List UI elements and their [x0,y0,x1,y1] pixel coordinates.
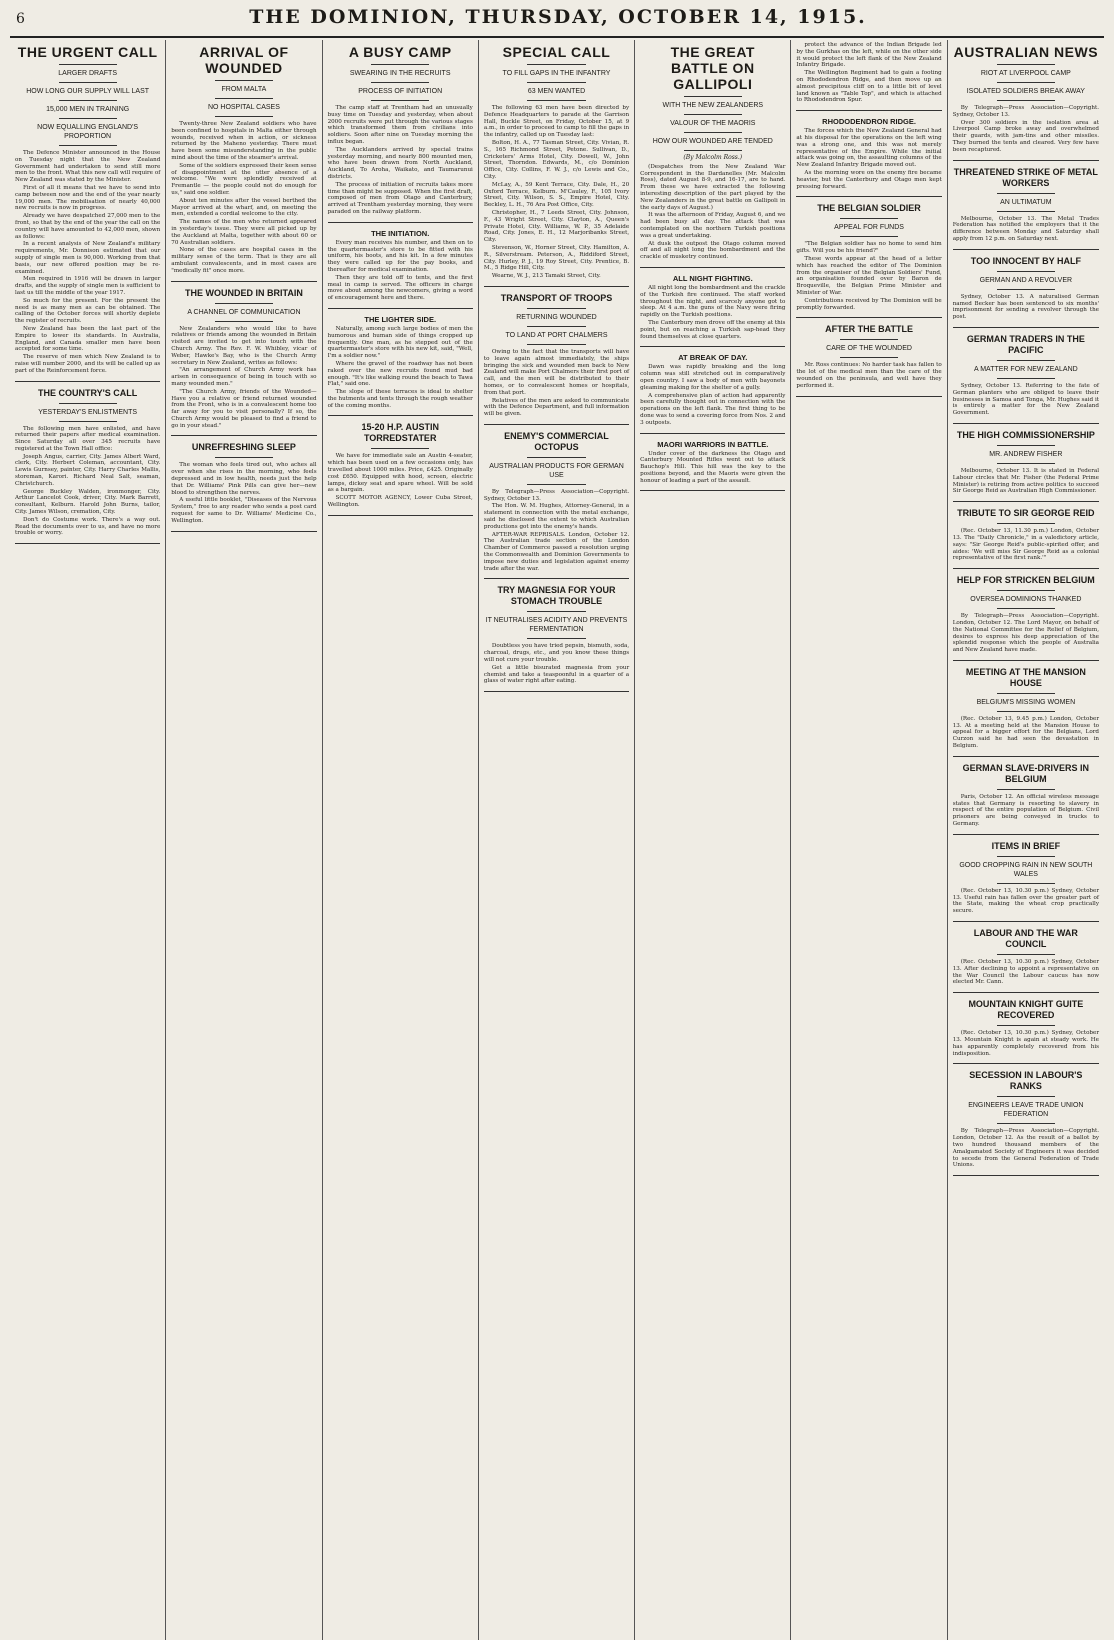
headline-rule [840,218,898,219]
headline: MOUNTAIN KNIGHT GUITE RECOVERED [968,999,1084,1021]
article-paragraph: Contributions received by The Dominion will be promptly forwarded. [796,297,942,311]
subheadline: GOOD CROPPING RAIN IN NEW SOUTH WALES [959,861,1093,878]
subheadline: GERMAN AND A REVOLVER [979,276,1073,284]
headline-rule [371,64,429,65]
section-divider [484,691,629,692]
subheadline-rule [371,100,429,101]
section-divider [328,515,473,516]
article-paragraph: The woman who feels tired out, who aches all over when she rises in the morning, who feels depressed and in low health, needs just the help that Dr. Williams' Pink Pills can give her—new blood to strengthen the nerves. [171,462,317,496]
section-divider [171,281,316,282]
subheadline: ENGINEERS LEAVE TRADE UNION FEDERATION [968,1102,1084,1119]
headline: ARRIVAL OF WOUNDED [199,44,289,76]
article-paragraph: (Despatches from the New Zealand War Correspondent in the Dardanelles (Mr. Malcolm Ross), dated August 8-9, and 16-17, are to hand. From these we have extracted the following interesting description of the part played by the New Zealanders in the great battle on Gallipoli in the early days of August.) [640,163,786,211]
article-paragraph: Doubtless you have tried pepsin, bismuth, soda, charcoal, drugs, etc., and you know these things will not cure your trouble. [483,643,630,664]
article-paragraph: The forces which the New Zealand General had at his disposal for the operations on the left wing was a strong one, and this was not merely representative of the Empire. While the initial attack was going on, the assaulting columns of the New Zealand Infantry Brigade moved out. [796,128,942,169]
headline-rule [997,590,1056,591]
columns [10,40,1104,1640]
article-paragraph: (Rec. October 13, 10.30 p.m.) Sydney, October 13. After declining to appoint a representative on the War Council the Labour caucus has now elected Mr. Cann. [952,959,1099,986]
headline-rule [997,445,1056,446]
article-paragraph: protect the advance of the Indian Brigade led by the Gurkhas on the left, while on the other side it would protect the left flank of the New Zealand Infantry Brigade. [796,42,942,69]
article-paragraph: (Rec. October 13, 9.45 p.m.) London, October 13. At a meeting held at the Mansion House to appeal for a bigger effort for the Belgians, Lord Curzon said he had seen the devastation in Belgium. [952,715,1099,750]
article-paragraph: New Zealanders who would like to have relatives or friends among the wounded in Britain visited are invited to get into touch with the Church Army. The Rev. F. W. Whibley, vicar of Weber, Hawke's Bay, who is the Church Army secretary in New Zealand, writes as follows: [171,325,317,366]
headline: GERMAN TRADERS IN THE PACIFIC [966,333,1085,355]
article-paragraph: The reserve of men which New Zealand is to raise will number 2000, and its will be called up as part of the Reinforcement force. [15,354,161,374]
headline: UNREFRESHING SLEEP [191,442,296,453]
subheadline-rule [527,326,585,327]
subheadline: AUSTRALIAN PRODUCTS FOR GERMAN USE [489,462,624,479]
headline-rule [527,308,585,309]
headline: SPECIAL CALL [502,44,611,60]
article-paragraph: The camp staff at Trentham had an unusually busy time on Tuesday and yesterday, when about 2000 recruits were put through the various stages which transformed them from civilians into soldiers. Soon after nine on Tuesday morning the influx began. [327,105,473,145]
subheadline-rule [59,421,117,422]
subheadline: HOW LONG OUR SUPPLY WILL LAST [26,88,150,95]
subheadline: THE INITIATION. [371,228,430,238]
article-paragraph: Melbourne, October 13. The Metal Trades Federation has notified the employers that it the difference between Monday and Saturday shall apply from 12 p.m. on Saturday next. [952,215,1099,242]
subheadline: VALOUR OF THE MAORIS [670,120,756,127]
subheadline-rule [527,344,585,345]
subheadline-rule [997,1123,1056,1124]
article-paragraph: The Canterbury men drove off the enemy at this point, but on reaching a Turkish sap-head they found themselves at close quarters. [640,319,786,340]
article-paragraph: Every man receives his number, and then on to the quartermaster's store to be fitted with his uniform, his boots, and his kit. In a few minutes they were called up for the pay books, and thereafter for medical examination. [327,239,473,273]
headline: MEETING AT THE MANSION HOUSE [965,666,1086,688]
section-divider [15,381,160,382]
section-divider [640,490,785,491]
headline-rule [840,339,898,340]
subheadline: LARGER DRAFTS [58,70,117,77]
headline: SECESSION IN LABOUR'S RANKS [969,1070,1083,1092]
article-paragraph: The slope of these terraces is ideal to shelter the hutments and tents through the rough weather of the coming months. [327,389,473,409]
subheadline: A CHANNEL OF COMMUNICATION [187,308,301,316]
section-divider [484,424,629,425]
section-divider [15,543,160,544]
section-divider [171,435,316,436]
subheadline: AT BREAK OF DAY. [678,353,748,363]
article-paragraph: SCOTT MOTOR AGENCY, Lower Cuba Street, Wellington. [327,495,473,509]
headline: LABOUR AND THE WAR COUNCIL [973,928,1078,950]
article-paragraph: By Telegraph—Press Association—Copyright. Sydney, October 13. [952,105,1099,118]
article-paragraph: It was the afternoon of Friday, August 6, and we had been busy all day. The attack that was contemplated on the northern Turkish positions was a great undertaking. [640,212,786,239]
article-paragraph: Paris, October 12. An official wireless message states that Germany is resorting to slavery in respect of the entire population of Belgium. Civil prisoners are being conveyed in trucks to Germany. [952,793,1099,828]
article-paragraph: New Zealand has been the last part of the Empire to lower its standards. In Australia, England, and Canada smaller men have been accepted for some time. [15,325,161,353]
section-divider [953,160,1099,161]
subheadline-rule [997,289,1056,290]
headline: 15-20 H.P. AUSTIN TORREDSTATER [361,422,439,444]
subheadline-rule [840,357,898,358]
article-paragraph: The names of the men who returned appeared in yesterday's issue. They were all picked up by the Auckland at Malta, together with about 60 or 70 Australian soldiers. [171,219,317,246]
headline-rule [215,457,273,458]
headline-rule [997,64,1056,65]
article-paragraph: McLay, A., 59 Kent Terrace, City. Dale, H., 20 Oxford Terrace, Kelburn. M'Cauley, F., 105 Ivory Street, City. Wilson, S. S., Empire Hotel, City. Beckley, L. H., 76 Ara Post Office, City. [483,181,630,209]
subheadline-rule [527,100,585,101]
subheadline: CARE OF THE WOUNDED [826,345,912,353]
article-paragraph: Then they are told off to tents, and the first meal in camp is served. The officers in charge move about among the newcomers, giving a word of encouragement here and there. [327,274,473,302]
headline: ENEMY'S COMMERCIAL OCTOPUS [504,430,609,452]
headline-rule [997,193,1056,194]
article-paragraph: In a recent analysis of New Zealand's military requirements, Mr. Donnison estimated that our supply of single men is 90,000. Working from that basis, our new offered position may be re-examined. [15,241,161,275]
headline: THE URGENT CALL [17,44,158,60]
headline: AUSTRALIAN NEWS [953,44,1099,60]
subheadline: OVERSEA DOMINIONS THANKED [970,596,1082,604]
subheadline-rule [997,100,1056,101]
subheadline: TO LAND AT PORT CHALMERS [505,331,608,339]
section-divider [953,756,1099,757]
headline: THE HIGH COMMISSIONERSHIP [956,429,1095,440]
article-paragraph: A useful little booklet, "Diseases of the Nervous System," free to any reader who sends a post card request for same to Dr. Williams' Medicine Co., Wellington. [171,497,317,524]
column-6 [791,40,947,1640]
article-paragraph: Over 300 soldiers in the isolation area at Liverpool Camp broke away and overwhelmed their guards, with jam-tins and other missiles. They burned the tents and cleared. Very few have been recaptured. [952,119,1099,153]
headline-rule [997,789,1056,790]
article-paragraph: A comprehensive plan of action had apparently been carefully thought out in connection with the operations on the left flank. The first thing to be done was to send a covering force from Nos. 2 and 3 outposts. [640,392,786,426]
headline-rule [997,1096,1056,1097]
article-paragraph: Under cover of the darkness the Otago and Canterbury Mounted Rifles went out to attack Bauchop's Hill. This hill was the key to the positions beyond, and the Maoris were given the honour of leading a part of the assault. [640,450,786,484]
article-paragraph: The following 63 men have been directed by Defence Headquarters to parade at the Garrison Hall, Buckle Street, on Friday, October 15, at 9 a.m., in order to proceed to camp to fill the gaps in the infantry, called up on Tuesday last: [483,105,630,139]
headline: AFTER THE BATTLE [825,324,913,335]
article-paragraph: These words appear at the head of a letter which has reached the editor of The Dominion from the organiser of the Belgian Soldiers' Fund, an organisation founded over by Baron de Broqueville, the Belgian Prime Minister and Minister of War. [796,255,942,296]
article-paragraph: The Aucklanders arrived by special trains yesterday morning, and nearly 800 mounted men, who have been drawn from North Auckland, Auckland, To Aroha, Waikato, and Taumarunui districts. [327,146,473,180]
article-paragraph: So much for the present. For the present the need is as many men as can be obtained. The calling of the October forces will shortly deplete the register of recruits. [15,297,161,325]
column-4 [479,40,635,1640]
headline: THE BELGIAN SOLDIER [817,203,921,214]
section-divider [796,110,941,111]
subheadline-rule [997,883,1056,884]
article-paragraph: By Telegraph—Press Association—Copyright. Sydney, October 13. [483,488,630,502]
subheadline-rule [997,211,1056,212]
headline-rule [527,457,585,458]
section-divider [953,423,1099,424]
subheadline: MAORI WARRIORS IN BATTLE. [657,439,769,449]
article-paragraph: Some of the soldiers expressed their keen sense of disappointment at the utter absence of a welcome. "We were splendidly received at Fremantle — the people could not do enough for us," said one soldier. [171,162,317,196]
article-paragraph: We have for immediate sale an Austin 4-seater, which has been used on a few occasions only, has travelled about 1000 miles. Price, £425. Originally cost £650. Equipped with hood, screen, electric lamps, dickey seat and spare wheel. Will be sold as a bargain. [327,453,473,494]
headline-rule [997,523,1056,524]
subheadline-rule [684,132,742,133]
section-divider [328,222,473,223]
section-divider [953,1063,1099,1064]
section-divider [796,396,941,397]
article-paragraph: AFTER-WAR REPRISALS. London, October 12. The Australian trade section of the London Chamber of Commerce passed a resolution urging the Commonwealth and Dominion Governments to impose new duties and legislation against enemy trade after the war. [483,531,630,572]
article-paragraph: "The Church Army, friends of the Wounded—Have you a relative or friend returned wounded from the Front, who is in a convalescent home too far away for you to visit personally? If so, the Church Army would be pleased to find a friend to go in your stead." [171,388,317,429]
headline-rule [527,611,585,612]
section-divider [484,578,629,579]
subheadline-rule [840,236,898,237]
subheadline-rule [371,82,429,83]
headline-rule [684,96,742,97]
subheadline-rule [59,118,117,119]
subheadline: PROCESS OF INITIATION [358,88,443,95]
section-divider [171,531,316,532]
headline-rule [371,448,429,449]
article-paragraph: Already we have despatched 27,000 men to the front, so that by the end of the year the call on the country will have amounted to 42,000 men, shown as follows: [15,213,161,240]
article-paragraph: Men required in 1916 will be drawn in larger drafts, and the supply of single men is sufficient to last us till the middle of the year 1917. [15,276,161,296]
subheadline: WITH THE NEW ZEALANDERS [662,102,764,109]
section-divider [640,346,785,347]
headline: TRIBUTE TO SIR GEORGE REID [957,508,1095,519]
headline-rule [997,856,1056,857]
article-paragraph: The following men have enlisted, and have returned their papers after medical examination. Since Saturday all over 345 recruits have registered at the Town Hall office: [15,425,161,452]
article-paragraph: First of all it means that we have to send into camp between now and the end of the year nearly 19,000 men. The mobilisation of nearly 40,000 new recruits is now in progress. [15,184,161,212]
subheadline-rule [684,114,742,115]
column-5 [635,40,791,1640]
subheadline-rule [59,145,117,146]
article-paragraph: Melbourne, October 13. It is stated in Federal Labour circles that Mr. Fisher (the Federal Prime Minister) is retiring from active politics to succeed Sir George Reid as Australian High Commissioner. [952,467,1099,495]
headline: THE COUNTRY'S CALL [37,387,138,398]
subheadline: TO FILL GAPS IN THE INFANTRY [502,70,611,77]
headline: ITEMS IN BRIEF [991,840,1061,851]
article-paragraph: About ten minutes after the vessel berthed the Mayor arrived at the wharf, and, on meeting the men, extended a cordial welcome to the city. [171,197,317,218]
subheadline: RIOT AT LIVERPOOL CAMP [980,70,1071,77]
article-paragraph: Christopher, H., 7 Leeds Street, City. Johnson, F., 43 Wright Street, City. Clayton, A., Queen's Private Hotel, City. Williams, W. P., 35 Adelaide Road, City. Jones, E. H., 12 Marjoribanks Street, City. [483,209,630,244]
column-2 [166,40,322,1640]
column-3 [323,40,479,1640]
subheadline: THE LIGHTER SIDE. [364,314,437,324]
section-divider [640,433,785,434]
subheadline-rule [215,98,273,99]
article-paragraph: By Telegraph—Press Association—Copyright. London, October 12. As the result of a ballot by two hundred thousand members of the Amalgamated Society of Engineers it was decided to secede from the General Federation of Trade Unions. [952,1128,1099,1169]
headline: HELP FOR STRICKEN BELGIUM [956,575,1095,586]
subheadline-rule [59,82,117,83]
article-paragraph: Naturally, among such large bodies of men the humorous and human side of things cropped up frequently. One man, as he stepped out of the quartermaster's store with his new kit, said, "Well, I'm a soldier now." [327,325,473,360]
subheadline-rule [527,484,585,485]
section-divider [640,267,785,268]
article-paragraph: Mr. Ross continues: No harder task has fallen to the lot of the medical men than the care of the wounded on the peninsula, and well have they performed it. [796,362,942,389]
subheadline: YESTERDAY'S ENLISTMENTS [38,408,138,416]
article-paragraph: Stevenson, W., Horner Street, City. Hamilton, A. R., Silverstream. Peterson, A., Riddiford Street, City. Hurley, P. J., 19 Roy Street, City. Prentice, B. M., 5 Ridge Hill, City. [483,244,630,272]
subheadline: MR. ANDREW FISHER [989,450,1063,458]
article-paragraph: The Hon. W. M. Hughes, Attorney-General, in a statement in connection with the metal exchange, said he disclosed the extent to which Australian productions got into the enemy's hands. [483,503,630,530]
article-paragraph: Get a little bisurated magnesia from your chemist and take a teaspoonful in a quarter of a glass of water right after eating. [483,664,630,685]
subheadline: IT NEUTRALISES ACIDITY AND PREVENTS FERMENTATION [485,617,628,634]
headline: TOO INNOCENT BY HALF [970,255,1081,266]
section-divider [953,992,1099,993]
headline: THE WOUNDED IN BRITAIN [185,287,303,298]
headline: TRY MAGNESIA FOR YOUR STOMACH TROUBLE [497,585,616,607]
section-divider [953,501,1099,502]
section-divider [953,921,1099,922]
section-divider [953,660,1099,661]
article-paragraph: Dawn was rapidly breaking and the long column was still stretched out in comparatively open country. I saw a body of men with bayonets gleaming making for the shelter of a gully. [640,364,786,391]
article-paragraph: The process of initiation of recruits takes more time than might be supposed. When the first draft, composed of men from Otago and Canterbury, arrived at Trentham yesterday morning, they were paraded on the railway platform. [327,181,473,215]
section-divider [953,568,1099,569]
subheadline-rule [527,638,585,639]
subheadline: NOW EQUALLING ENGLAND'S PROPORTION [37,124,139,140]
subheadline-rule [997,378,1056,379]
article-paragraph: The Defence Minister announced in the House on Tuesday night that the New Zealand Government had undertaken to send still more men to the front. What this new call will require of New Zealand was stated by the Minister. [15,150,161,184]
subheadline: ALL NIGHT FIGHTING. [672,273,753,283]
section-divider [796,317,941,318]
article-paragraph: "The Belgian soldier has no home to send him gifts. Will you be his friend?" [796,241,942,255]
article-paragraph: Sydney, October 13. A naturalised German named Becker has been sentenced to six months' imprisonment for sending a revolver through the post. [952,293,1099,321]
headline-rule [215,303,273,304]
headline: A BUSY CAMP [348,44,452,60]
column-7 [948,40,1104,1640]
section-divider [953,249,1099,250]
section-divider [953,1175,1099,1176]
article-paragraph: Where the gravel of the roadway has not been raked over the new recruits found mud bad enough. "It's like walking round the beach to Tawa Flat," said one. [327,360,473,388]
byline: (By Malcolm Ross.) [683,154,743,161]
subheadline: RETURNING WOUNDED [516,313,597,321]
article-paragraph: Wearne, W. J., 213 Tamaki Street, City. [491,273,601,280]
article-paragraph: (Rec. October 13, 11.30 p.m.) London, October 13. The "Daily Chronicle," in a valedictory article, says: "Sir George Reid's public-spirited offer, and aides: 'We will miss Sir George Reid as a colonial representative of the first rank.'" [952,528,1099,562]
subheadline-rule [997,608,1056,609]
article-paragraph: All night long the bombardment and the crackle of the Turkish fire continued. The staff worked throughout the night, and scarcely anyone got to sleep. At 4 a.m. the guns of the Navy were firing rapidly on the Turkish positions. [640,284,786,319]
article-paragraph: At dusk the outpost the Otago column moved off and all night long the bombardment and the crackle of musketry continued. [640,240,786,261]
section-divider [328,308,473,309]
headline: GERMAN SLAVE-DRIVERS IN BELGIUM [962,762,1090,784]
subheadline-rule [997,711,1056,712]
section-divider [953,834,1099,835]
subheadline: A MATTER FOR NEW ZEALAND [973,365,1078,373]
article-paragraph: As the morning wore on the enemy fire became heavier, but the Canterbury and Otago men kept pressing forward. [796,169,942,190]
article-paragraph: (Rec. October 13, 10.30 p.m.) Sydney, October 13. Useful rain has fallen over the greater part of the State, making the wheat crop practically secure. [952,887,1099,915]
subheadline-rule [997,463,1056,464]
article-paragraph: Relatives of the men are asked to communicate with the Defence Department, and full information will be given. [483,397,630,418]
headline-rule [59,64,117,65]
article-paragraph: George Buckley Walden, ironmonger, City. Arthur Lancelot Cook, driver, City. Mark Barrett, consultant, Kelburn. Harold John Burns, tailor, City. James Wilson, cremation, City. [15,488,161,516]
article-paragraph: By Telegraph—Press Association—Copyright. London, October 12. The Lord Mayor, on behalf of the National Committee for the Relief of Belgium, desires to express his deep appreciation of the splendid response which the people of Australia and New Zealand have made. [952,613,1099,654]
subheadline-rule [527,82,585,83]
article-paragraph: "An arrangement of Church Army work has arisen in consequence of being in touch with so many wounded men." [171,367,317,387]
page-number: 6 [16,11,25,27]
section-divider [484,286,629,287]
subheadline-rule [684,150,742,151]
article-paragraph: Owing to the fact that the transports will have to leave again almost immediately, the ships bringing the sick and wounded men back to New Zealand will make Port Chalmers their first port of call, and the men will be distributed to their homes, or to convalescent homes or hospitals, from that port. [483,348,630,396]
subheadline-rule [215,116,273,117]
headline-rule [997,954,1056,955]
headline: THE GREAT BATTLE ON GALLIPOLI [670,44,755,92]
subheadline: RHODODENDRON RIDGE. [822,117,916,127]
headline: THREATENED STRIKE OF METAL WORKERS [953,166,1098,188]
subheadline: FROM MALTA [221,86,267,93]
headline-rule [59,403,117,404]
subheadline: BELGIUM'S MISSING WOMEN [976,698,1076,706]
headline-rule [527,64,585,65]
article-paragraph: Sydney, October 13. Referring to the fate of German planters who are obliged to leave their businesses in Samoa and Tonga, Mr. Hughes said it is entirely a matter for the New Zealand Government. [952,382,1099,417]
subheadline: ISOLATED SOLDIERS BREAK AWAY [966,88,1085,95]
article-paragraph: Don't do Costume work. There's a way out. Read the documents over to us, and have no more trouble or worry. [15,516,161,537]
subheadline-rule [59,100,117,101]
subheadline: AN ULTIMATUM [1000,198,1052,206]
subheadline: SWEARING IN THE RECRUITS [349,70,451,77]
headline-rule [997,693,1056,694]
article-paragraph: Bolton, H. A., 77 Tasman Street, City. Vivian, R. S., 165 Richmond Street, Petone. Sullivan, D., Cricketers' Arms Hotel, City. Dowell, W., John Street, Thorndon. Edwards, M., c/o Dominion Office, City. Collins, F. W. J., c/o Lewis and Co., City. [483,139,630,180]
article-paragraph: None of the cases are hospital cases in the military sense of the term. That is they are all ambulant convalescents, and in most cases are "medically fit" once more. [171,247,317,274]
article-paragraph: The Wellington Regiment had to gain a footing on Rhododendron Ridge, and then move up an almost precipitous cliff on to a little bit of level land known as "Table Top", and which is attached to Rhododendron Spur. [796,70,942,104]
section-divider [953,327,1099,328]
subheadline: 63 MEN WANTED [527,88,586,95]
masthead [10,6,1104,38]
headline-rule [997,1025,1056,1026]
subheadline: HOW OUR WOUNDED ARE TENDED [652,138,773,145]
article-paragraph: Twenty-three New Zealand soldiers who have been confined to hospitals in Malta either through wounds, received when in action, or sickness returned by the Maheno yesterday. There must have been some misunderstanding in the public mind about the time of the steamer's arrival. [171,121,317,161]
subheadline: 15,000 MEN IN TRAINING [46,106,130,113]
headline-rule [215,80,273,81]
article-paragraph: (Rec. October 13, 10.30 p.m.) Sydney, October 13. Mountain Knight is again at steady work. He has apparently completely recovered from his indisposition. [952,1030,1099,1057]
subheadline-rule [215,321,273,322]
subheadline: APPEAL FOR FUNDS [834,224,904,232]
subheadline: NO HOSPITAL CASES [207,104,280,111]
column-1 [10,40,166,1640]
headline-rule [997,271,1056,272]
section-divider [796,196,941,197]
subheadline-rule [997,82,1056,83]
headline-rule [997,360,1056,361]
section-divider [328,415,473,416]
article-paragraph: Joseph Angus, carrier, City. James Albert Ward, clerk, City. Herbert Coleman, accountant, City. Lewis Gurnsey, painter, City. Harry Charles Mallis, storeman, Karori. Richard Neal Salt, seaman, Christchurch. [15,453,161,487]
newspaper-title: THE DOMINION, THURSDAY, OCTOBER 14, 1915. [249,6,867,28]
headline: TRANSPORT OF TROOPS [500,292,613,303]
